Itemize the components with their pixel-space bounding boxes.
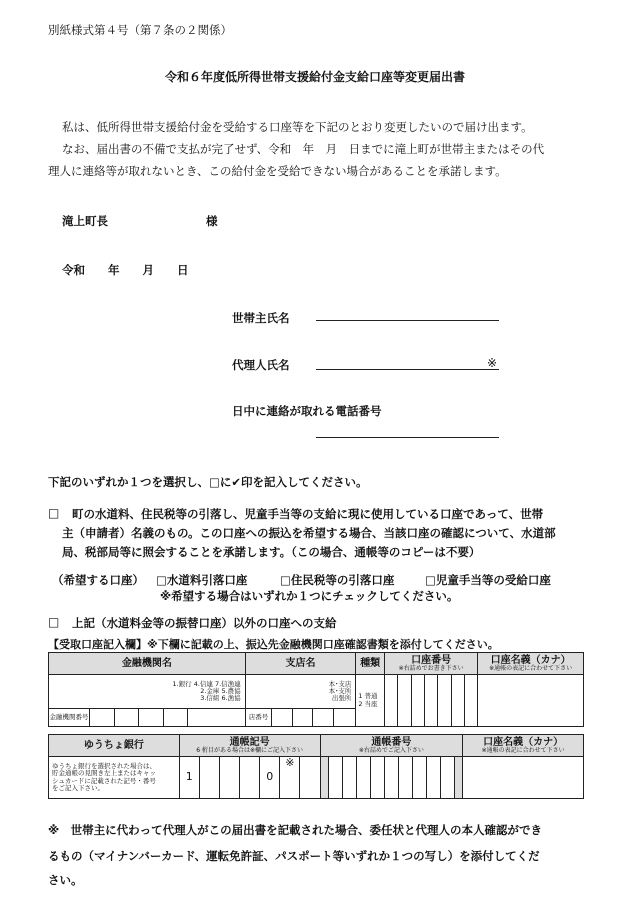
account-holder-cell[interactable] xyxy=(478,675,584,727)
account-digit-4[interactable] xyxy=(424,675,437,727)
branch-name-header: 支店名 xyxy=(245,653,356,675)
entry-header: 【受取口座記入欄】※下欄に記載の上、振込先金融機関口座確認書類を添付してください。 xyxy=(48,638,499,651)
yucho-account-table xyxy=(48,734,584,799)
bank-code-spacer xyxy=(188,709,245,727)
page-title: 令和６年度低所得世帯支援給付金支給口座等変更届出書 xyxy=(164,70,465,84)
yucho-symbol-digit-2[interactable] xyxy=(199,757,219,799)
bank-code-digit-3[interactable] xyxy=(139,709,164,727)
branch-code-label: 店番号 xyxy=(245,709,272,727)
yucho-note: ゆうちょ銀行を選択された場合は、 貯金通帳の見開き左上またはキャッ シュカードに記載された記号・番号 をご記入下さい。 xyxy=(49,757,180,799)
yucho-symbol-digit-4[interactable] xyxy=(240,757,260,799)
householder-label: 世帯主氏名 xyxy=(232,311,290,325)
account-digit-7[interactable] xyxy=(464,675,477,727)
branch-code-spacer xyxy=(333,709,356,727)
yucho-number-gap-2 xyxy=(455,757,463,799)
yucho-symbol-digit-1[interactable]: 1 xyxy=(179,757,199,799)
yucho-number-header: 通帳番号 ※右詰めでご記入下さい xyxy=(320,735,463,757)
yucho-number-digit-2[interactable] xyxy=(342,757,356,799)
branch-code-digit-1[interactable] xyxy=(272,709,292,727)
intro-paragraph-2b: 理人に連絡等が取れないとき、この給付金を受給できない場合があることを承諾します。 xyxy=(48,164,507,178)
phone-field[interactable] xyxy=(316,437,499,438)
account-type-header: 種類 xyxy=(356,653,385,675)
account-type-cell[interactable]: 1 普通 2 当座 xyxy=(356,675,385,727)
account-digit-3[interactable] xyxy=(411,675,424,727)
branch-code-digit-3[interactable] xyxy=(313,709,333,727)
account-number-header: 口座番号 ※右詰めでお書き下さい xyxy=(385,653,478,675)
yucho-number-digit-3[interactable] xyxy=(356,757,370,799)
option2-text: 上記（水道料金等の振替口座）以外の口座への支給 xyxy=(72,616,337,630)
yucho-symbol-digit-3[interactable] xyxy=(219,757,239,799)
yucho-number-digit-5[interactable] xyxy=(384,757,398,799)
yucho-symbol-digit-5[interactable]: 0 xyxy=(260,757,280,799)
option2-checkbox[interactable]: □ xyxy=(48,615,60,629)
yucho-number-digit-7[interactable] xyxy=(412,757,426,799)
desired-account-label: （希望する口座） xyxy=(52,573,144,587)
account-digit-6[interactable] xyxy=(451,675,464,727)
footnote-line2: るもの（マイナンバーカード、運転免許証、パスポート等いずれか１つの写し）を添付してくだ xyxy=(48,849,540,863)
desired-note: ※希望する場合はいずれか１つにチェックしてください。 xyxy=(160,589,459,603)
yucho-number-digit-9[interactable] xyxy=(441,757,455,799)
yucho-number-digit-6[interactable] xyxy=(398,757,412,799)
phone-label: 日中に連絡が取れる電話番号 xyxy=(232,404,382,418)
yucho-holder-header: 口座名義（カナ） ※通帳の表記に合わせて下さい xyxy=(463,735,584,757)
option1-line2: 主（申請者）名義のもの。この口座への振込を希望する場合、当該口座の確認について、水道部 xyxy=(62,526,556,540)
option1-line1: 町の水道料、住民税等の引落し、児童手当等の支給に現に使用している口座であって、世帯 xyxy=(72,507,544,521)
yucho-symbol-header: 通帳記号 6 桁目がある場合は※欄にご記入下さい xyxy=(179,735,320,757)
intro-paragraph-2a: なお、届出書の不備で支払が完了せず、令和 年 月 日までに滝上町が世帯主またはその代 xyxy=(62,142,545,156)
date-line: 令和 年 月 日 xyxy=(62,263,189,277)
yucho-number-digit-1[interactable] xyxy=(328,757,342,799)
desired-child-checkbox[interactable]: □児童手当等の受給口座 xyxy=(425,573,551,587)
addressee: 滝上町長 xyxy=(62,214,108,228)
account-digit-2[interactable] xyxy=(398,675,411,727)
yucho-symbol-digit-6[interactable]: ※ xyxy=(280,757,300,799)
yucho-number-gap xyxy=(320,757,328,799)
footnote-line3: さい。 xyxy=(48,873,83,887)
agent-note-mark: ※ xyxy=(487,356,498,370)
intro-paragraph-1: 私は、低所得世帯支援給付金を受給する口座等を下記のとおり変更したいので届け出ます。 xyxy=(62,120,533,134)
householder-name-field[interactable] xyxy=(316,320,499,321)
addressee-honorific: 様 xyxy=(206,214,218,228)
agent-name-field[interactable] xyxy=(316,369,499,370)
yucho-number-digit-8[interactable] xyxy=(426,757,440,799)
desired-water-checkbox[interactable]: □水道料引落口座 xyxy=(156,573,248,587)
account-digit-5[interactable] xyxy=(438,675,451,727)
bank-name-cell[interactable]: 1.銀行 4.信連 7.信漁連 2.金庫 5.農協 3.信組 6.漁協 xyxy=(49,675,246,709)
agent-label: 代理人氏名 xyxy=(232,358,290,372)
bank-code-digit-2[interactable] xyxy=(114,709,139,727)
option1-checkbox[interactable]: □ xyxy=(48,506,60,520)
bank-code-digit-4[interactable] xyxy=(163,709,188,727)
account-holder-header: 口座名義（カナ） ※通帳の表記に合わせて下さい xyxy=(478,653,584,675)
footnote-line1: ※ 世帯主に代わって代理人がこの届出書を記載された場合、委任状と代理人の本人確認ができ xyxy=(48,823,543,837)
desired-tax-checkbox[interactable]: □住民税等の引落口座 xyxy=(280,573,395,587)
yucho-symbol-spacer xyxy=(300,757,320,799)
yucho-number-digit-4[interactable] xyxy=(370,757,384,799)
bank-code-label: 金融機関番号 xyxy=(49,709,90,727)
option1-line3: 局、税部局等に照会することを承諾します。（この場合、通帳等のコピーは不要） xyxy=(62,545,481,559)
bank-code-digit-1[interactable] xyxy=(89,709,114,727)
branch-code-digit-2[interactable] xyxy=(292,709,312,727)
account-digit-1[interactable] xyxy=(385,675,398,727)
bank-account-table xyxy=(48,652,584,727)
form-reference: 別紙様式第４号（第７条の２関係） xyxy=(48,23,232,37)
yucho-header: ゆうちょ銀行 xyxy=(49,735,180,757)
bank-name-header: 金融機関名 xyxy=(49,653,246,675)
branch-name-cell[interactable]: 本･支店 本･支所 出張所 xyxy=(245,675,356,709)
select-instruction: 下記のいずれか１つを選択し、□に✔印を記入してください。 xyxy=(48,475,368,489)
yucho-holder-cell[interactable] xyxy=(463,757,584,799)
